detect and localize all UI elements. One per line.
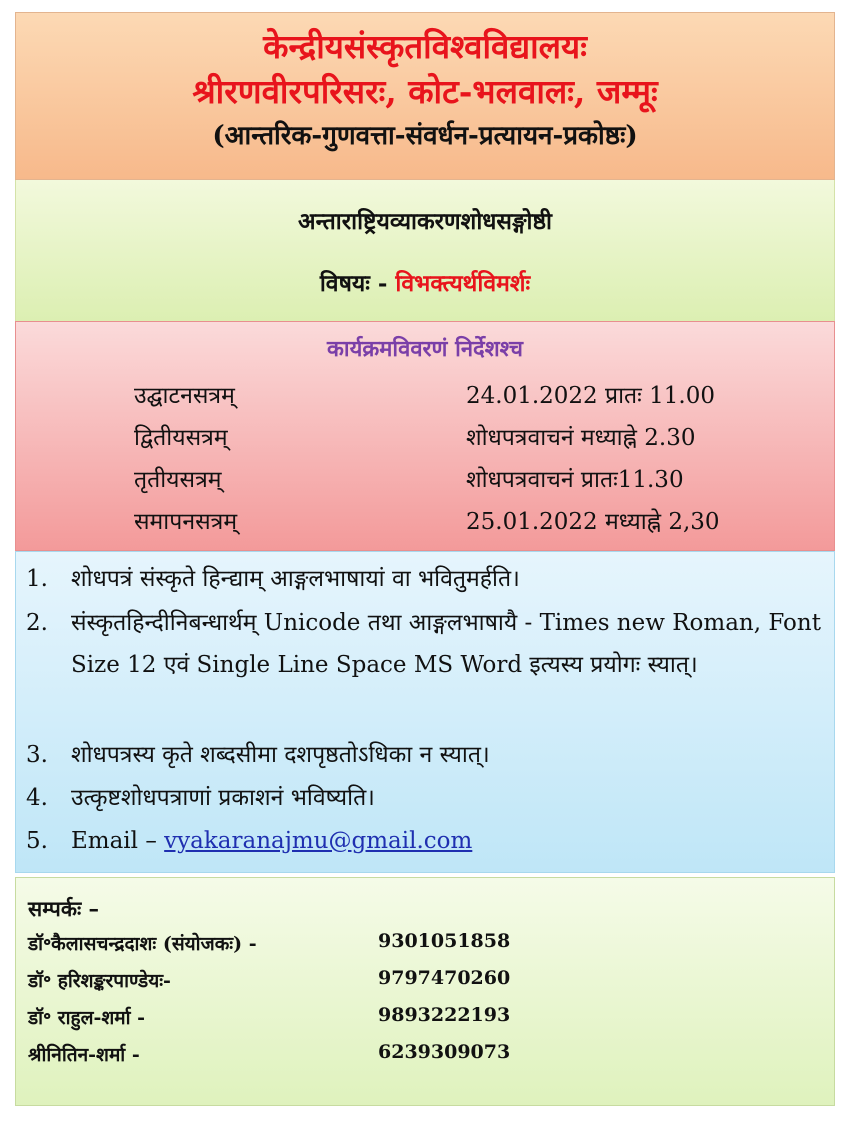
session-name: उद्घाटनसत्रम् bbox=[134, 383, 235, 409]
session-time: 25.01.2022 मध्याह्ने 2,30 bbox=[466, 509, 720, 535]
contact-phone: 6239309073 bbox=[378, 1041, 511, 1063]
contact-name: डॉ॰कैलासचन्द्रदाशः (संयोजकः) - bbox=[28, 933, 257, 955]
email-link[interactable]: vyakaranajmu@gmail.com bbox=[164, 828, 473, 854]
item-number: 3. bbox=[26, 742, 48, 768]
contact-title: सम्पर्कः – bbox=[28, 896, 100, 921]
item-text bbox=[71, 820, 824, 862]
campus-name: श्रीरणवीरपरिसरः, कोट-भलवालः, जम्मूः bbox=[192, 72, 658, 111]
instructions-section bbox=[15, 551, 835, 873]
program-row bbox=[16, 420, 834, 454]
program-title: कार्यक्रमविवरणं निर्देशश्च bbox=[326, 336, 523, 362]
contact-phone: 9797470260 bbox=[378, 967, 511, 989]
item-number: 5. bbox=[26, 828, 48, 854]
seminar-section bbox=[15, 180, 835, 321]
subject-value: विभक्त्यर्थविमर्शः bbox=[395, 270, 531, 297]
contact-name: डॉ॰ हरिशङ्करपाण्डेयः- bbox=[28, 970, 171, 992]
session-name: द्वितीयसत्रम् bbox=[134, 425, 228, 451]
contact-phone: 9893222193 bbox=[378, 1004, 511, 1026]
program-row bbox=[16, 462, 834, 496]
header-banner bbox=[15, 12, 835, 180]
contact-row bbox=[28, 930, 818, 964]
instruction-item bbox=[26, 602, 824, 686]
item-text: संस्कृतहिन्दीनिबन्धार्थम् Unicode तथा आङ्गलभाषायै - Times new Roman, Font Size 12 एवं Single Line Space MS Word इत्यस्य प्रयोगः स्यात्। bbox=[71, 610, 821, 678]
session-time: शोधपत्रवाचनं मध्याह्ने 2.30 bbox=[466, 425, 696, 451]
cell-name: (आन्तरिक-गुणवत्ता-संवर्धन-प्रत्यायन-प्रकोष्ठः) bbox=[212, 121, 638, 151]
contact-row bbox=[28, 967, 818, 1001]
program-section bbox=[15, 321, 835, 551]
item-number: 2. bbox=[26, 610, 48, 636]
instruction-item bbox=[26, 777, 824, 819]
contact-row bbox=[28, 1041, 818, 1075]
item-text: शोधपत्रं संस्कृते हिन्द्याम् आङ्गलभाषायां वा भवितुमर्हति। bbox=[71, 566, 520, 592]
session-name: समापनसत्रम् bbox=[134, 509, 238, 535]
contact-phone: 9301051858 bbox=[378, 930, 511, 952]
program-row bbox=[16, 378, 834, 412]
contact-section bbox=[15, 877, 835, 1106]
seminar-title: अन्ताराष्ट्रियव्याकरणशोधसङ्गोष्ठी bbox=[298, 208, 552, 235]
university-name: केन्द्रीयसंस्कृतविश्वविद्यालयः bbox=[263, 27, 587, 66]
session-time: शोधपत्रवाचनं प्रातः11.30 bbox=[466, 467, 684, 493]
contact-name: डॉ॰ राहुल-शर्मा - bbox=[28, 1007, 146, 1029]
email-label: Email – bbox=[71, 828, 165, 854]
item-number: 1. bbox=[26, 566, 48, 592]
subject-label: विषयः - bbox=[319, 270, 396, 297]
item-text: उत्कृष्टशोधपत्राणां प्रकाशनं भविष्यति। bbox=[71, 785, 375, 811]
instruction-item bbox=[26, 820, 824, 862]
instruction-item bbox=[26, 558, 824, 600]
contact-row bbox=[28, 1004, 818, 1038]
contact-name: श्रीनितिन-शर्मा - bbox=[28, 1044, 140, 1066]
session-time: 24.01.2022 प्रातः 11.00 bbox=[466, 383, 715, 409]
seminar-subject bbox=[16, 268, 834, 300]
program-row bbox=[16, 504, 834, 538]
item-number: 4. bbox=[26, 785, 48, 811]
session-name: तृतीयसत्रम् bbox=[134, 467, 222, 493]
instruction-item bbox=[26, 734, 824, 776]
item-text: शोधपत्रस्य कृते शब्दसीमा दशपृष्ठतोऽधिका न स्यात्। bbox=[71, 742, 490, 768]
